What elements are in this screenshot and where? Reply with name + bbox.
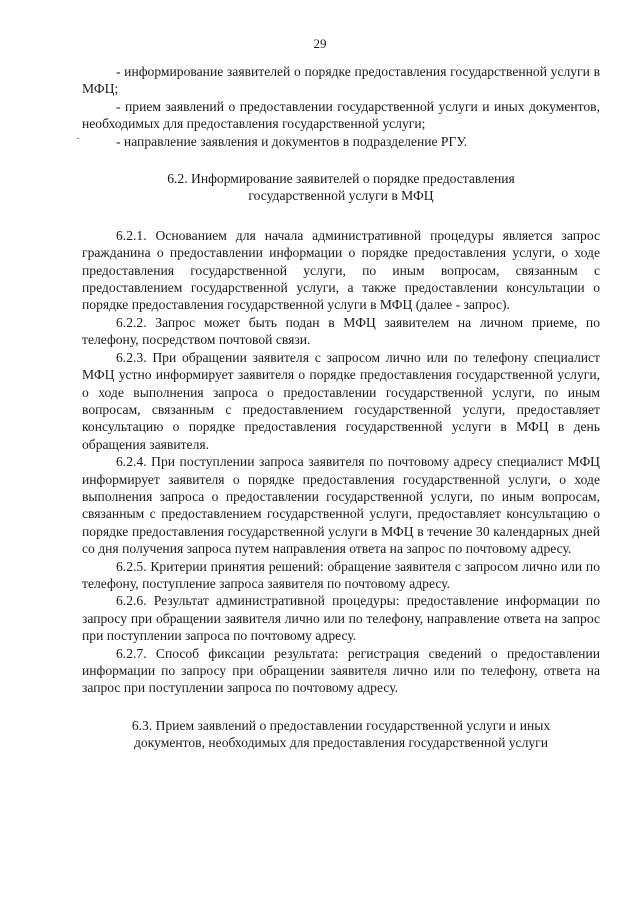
- paragraph-6-2-6: 6.2.6. Результат административной процедуры: предоставление информации по запросу при обращении заявителя лично или по телефону, направление ответа на запрос при поступлении запроса по почтовому адресу.: [82, 593, 600, 644]
- list-item: - направление заявления и документов в подразделение РГУ.: [116, 133, 468, 149]
- paragraph-6-2-7: 6.2.7. Способ фиксации результата: регистрация сведений о предоставлении информации по запросу при обращении заявителя лично или по телефону, ответа на запрос при поступлении запроса по почтовому адресу.: [82, 645, 600, 696]
- paragraph-6-2-1: 6.2.1. Основанием для начала административной процедуры является запрос гражданина о предоставлении информации о порядке предоставления услуги, о ходе предоставления государственной услуги, по иным вопросам, связанным с предоставлением государственной услуги, а также предоставлении консультации о порядке предоставления государственной услуги в МФЦ (далее - запрос).: [82, 227, 600, 313]
- section-heading-6-3: 6.3. Прием заявлений о предоставлении государственной услуги и иных документов, необходимых для предоставления государственной услуги: [131, 717, 551, 751]
- paragraph-6-2-4: 6.2.4. При поступлении запроса заявителя по почтовому адресу специалист МФЦ информирует заявителя о порядке предоставления государственной услуги, о ходе выполнения запроса о предоставлении государственной услуги, по иным вопросам, связанным с предоставлением государственной услуги, предоставляет консультацию о порядке предоставления государственной услуги в МФЦ в течение 30 календарных дней со дня получения запроса путем направления ответа на запрос по почтовому адресу.: [82, 454, 600, 557]
- list-item: - прием заявлений о предоставлении государственной услуги и иных документов, необходимых для предоставления государственной услуги;: [82, 98, 600, 132]
- page-number: 29: [313, 36, 327, 51]
- paragraph-6-2-2: 6.2.2. Запрос может быть подан в МФЦ заявителем на личном приеме, по телефону, посредством почтовой связи.: [82, 314, 600, 348]
- list-item: - информирование заявителей о порядке предоставления государственной услуги в МФЦ;: [82, 64, 600, 97]
- paragraph-6-2-5: 6.2.5. Критерии принятия решений: обращение заявителя с запросом лично или по телефону, поступление запроса заявителя по почтовому адресу.: [82, 558, 600, 591]
- page-content: [82, 63, 600, 752]
- paragraph-6-2-3: 6.2.3. При обращении заявителя с запросом лично или по телефону специалист МФЦ устно информирует заявителя о порядке предоставления государственной услуги, о ходе выполнения запроса о предоставлении государственной услуги, по иным вопросам, связанным с предоставлением государственной услуги, предоставляет консультацию о порядке предоставления государственной услуги в МФЦ в день обращения заявителя.: [82, 349, 600, 452]
- section-heading-6-2: 6.2. Информирование заявителей о порядке предоставления государственной услуги в МФЦ: [167, 171, 515, 204]
- scan-artifact: [77, 138, 79, 139]
